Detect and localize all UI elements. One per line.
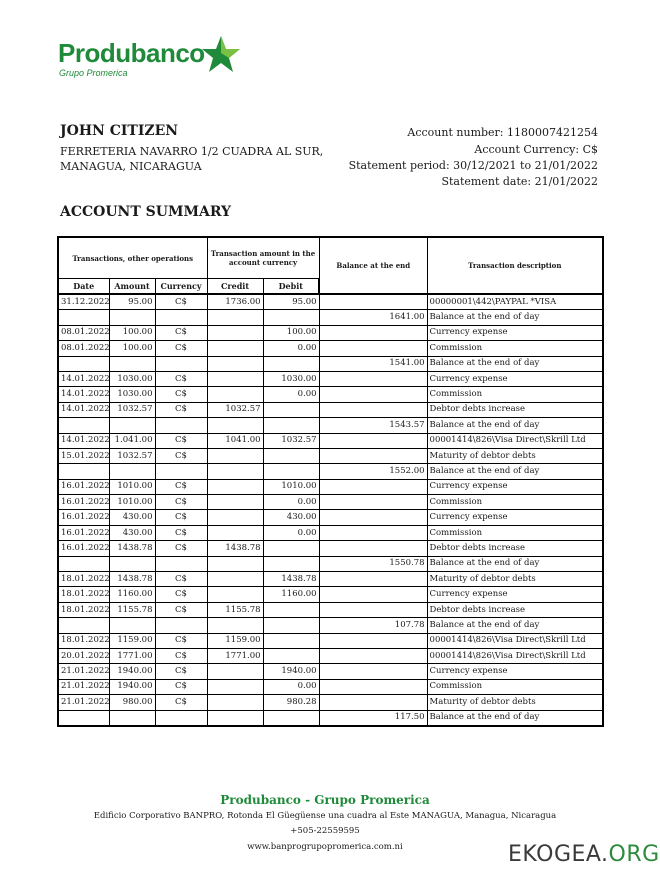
table-row bbox=[58, 479, 603, 494]
cell-balance: 1552.00 bbox=[319, 464, 427, 479]
cell-credit: 1771.00 bbox=[207, 648, 263, 663]
cell-balance bbox=[319, 387, 427, 402]
cell-amount: 980.00 bbox=[109, 695, 155, 710]
table-row bbox=[58, 602, 603, 617]
cell-balance: 117.50 bbox=[319, 710, 427, 726]
cell-debit: 1160.00 bbox=[263, 587, 319, 602]
cell-balance: 1541.00 bbox=[319, 356, 427, 371]
cell-currency: C$ bbox=[155, 371, 207, 386]
cell-balance bbox=[319, 602, 427, 617]
table-row bbox=[58, 572, 603, 587]
header-date: Date bbox=[58, 279, 109, 295]
cell-balance bbox=[319, 572, 427, 587]
table-row bbox=[58, 387, 603, 402]
cell-debit bbox=[263, 402, 319, 417]
cell-debit: 1438.78 bbox=[263, 572, 319, 587]
cell-description: Currency expense bbox=[427, 664, 603, 679]
transactions-table bbox=[57, 236, 604, 727]
cell-description: 00001414\826\Visa Direct\Skrill Ltd bbox=[427, 648, 603, 663]
cell-debit bbox=[263, 310, 319, 325]
table-row bbox=[58, 664, 603, 679]
cell-description: Debtor debts increase bbox=[427, 402, 603, 417]
cell-credit: 1438.78 bbox=[207, 541, 263, 556]
cell-date: 18.01.2022 bbox=[58, 572, 109, 587]
cell-description: Balance at the end of day bbox=[427, 710, 603, 726]
table-row bbox=[58, 587, 603, 602]
cell-credit bbox=[207, 495, 263, 510]
cell-credit: 1041.00 bbox=[207, 433, 263, 448]
cell-description: 00000001\442\PAYPAL *VISA bbox=[427, 294, 603, 310]
cell-description: Currency expense bbox=[427, 479, 603, 494]
footer-phone: +505-22559595 bbox=[290, 826, 360, 836]
cell-description: 00001414\826\Visa Direct\Skrill Ltd bbox=[427, 633, 603, 648]
cell-balance: 1543.57 bbox=[319, 418, 427, 433]
table-row bbox=[58, 679, 603, 694]
customer-address-line1: FERRETERIA NAVARRO 1/2 CUADRA AL SUR, bbox=[60, 145, 324, 158]
header-amount: Amount bbox=[109, 279, 155, 295]
cell-description: Currency expense bbox=[427, 371, 603, 386]
table-row bbox=[58, 510, 603, 525]
table-row bbox=[58, 541, 603, 556]
cell-date: 14.01.2022 bbox=[58, 371, 109, 386]
cell-description: Balance at the end of day bbox=[427, 418, 603, 433]
cell-currency bbox=[155, 618, 207, 633]
cell-balance bbox=[319, 679, 427, 694]
cell-balance bbox=[319, 325, 427, 340]
cell-date: 18.01.2022 bbox=[58, 602, 109, 617]
cell-currency bbox=[155, 710, 207, 726]
cell-debit: 0.00 bbox=[263, 341, 319, 356]
cell-debit: 95.00 bbox=[263, 294, 319, 310]
table-row bbox=[58, 495, 603, 510]
table-row bbox=[58, 294, 603, 310]
cell-credit bbox=[207, 479, 263, 494]
cell-description: Maturity of debtor debts bbox=[427, 695, 603, 710]
cell-description: Commission bbox=[427, 495, 603, 510]
cell-credit bbox=[207, 556, 263, 571]
cell-balance bbox=[319, 495, 427, 510]
cell-description: Debtor debts increase bbox=[427, 602, 603, 617]
cell-currency: C$ bbox=[155, 648, 207, 663]
cell-debit: 0.00 bbox=[263, 495, 319, 510]
cell-date bbox=[58, 356, 109, 371]
group-header-amount: Transaction amount in the account currency bbox=[207, 237, 319, 279]
cell-date: 18.01.2022 bbox=[58, 587, 109, 602]
cell-balance bbox=[319, 448, 427, 463]
table-row bbox=[58, 648, 603, 663]
footer-website[interactable]: www.banprogrupopromerica.com.ni bbox=[247, 842, 403, 852]
cell-currency: C$ bbox=[155, 602, 207, 617]
account-number: Account number: 1180007421254 bbox=[407, 126, 598, 139]
table-row bbox=[58, 633, 603, 648]
cell-amount: 1010.00 bbox=[109, 479, 155, 494]
cell-amount bbox=[109, 310, 155, 325]
cell-balance bbox=[319, 541, 427, 556]
bank-logo bbox=[58, 34, 248, 78]
table-row bbox=[58, 325, 603, 340]
cell-currency: C$ bbox=[155, 325, 207, 340]
cell-currency: C$ bbox=[155, 448, 207, 463]
account-currency: Account Currency: C$ bbox=[474, 143, 598, 156]
cell-description: Currency expense bbox=[427, 510, 603, 525]
cell-date: 21.01.2022 bbox=[58, 695, 109, 710]
cell-amount: 1030.00 bbox=[109, 387, 155, 402]
cell-credit: 1032.57 bbox=[207, 402, 263, 417]
cell-balance bbox=[319, 371, 427, 386]
cell-amount: 1155.78 bbox=[109, 602, 155, 617]
cell-description: Commission bbox=[427, 387, 603, 402]
cell-amount: 1940.00 bbox=[109, 679, 155, 694]
cell-description: Balance at the end of day bbox=[427, 464, 603, 479]
logo-wordmark: Produbanco bbox=[58, 38, 205, 68]
logo-subtitle: Grupo Promerica bbox=[59, 68, 128, 78]
cell-currency: C$ bbox=[155, 294, 207, 310]
table-row bbox=[58, 433, 603, 448]
cell-description: Balance at the end of day bbox=[427, 618, 603, 633]
customer-name: JOHN CITIZEN bbox=[60, 123, 179, 139]
cell-balance bbox=[319, 433, 427, 448]
cell-amount: 1010.00 bbox=[109, 495, 155, 510]
cell-currency: C$ bbox=[155, 387, 207, 402]
cell-balance bbox=[319, 402, 427, 417]
footer-address: Edificio Corporativo BANPRO, Rotonda El Güegüense una cuadra al Este MANAGUA, Managua, Nicaragua bbox=[93, 811, 557, 821]
table-row bbox=[58, 371, 603, 386]
watermark bbox=[508, 842, 660, 867]
cell-credit bbox=[207, 418, 263, 433]
cell-amount bbox=[109, 418, 155, 433]
account-summary-title: ACCOUNT SUMMARY bbox=[60, 204, 232, 220]
cell-currency: C$ bbox=[155, 587, 207, 602]
cell-date bbox=[58, 710, 109, 726]
cell-balance bbox=[319, 664, 427, 679]
cell-debit bbox=[263, 448, 319, 463]
cell-date: 16.01.2022 bbox=[58, 479, 109, 494]
cell-debit: 0.00 bbox=[263, 679, 319, 694]
cell-date: 08.01.2022 bbox=[58, 325, 109, 340]
cell-balance bbox=[319, 525, 427, 540]
cell-amount: 1160.00 bbox=[109, 587, 155, 602]
star-icon bbox=[200, 34, 242, 74]
cell-credit bbox=[207, 587, 263, 602]
cell-date: 14.01.2022 bbox=[58, 387, 109, 402]
cell-debit: 0.00 bbox=[263, 525, 319, 540]
cell-credit: 1155.78 bbox=[207, 602, 263, 617]
cell-amount: 95.00 bbox=[109, 294, 155, 310]
cell-debit bbox=[263, 464, 319, 479]
cell-amount: 1771.00 bbox=[109, 648, 155, 663]
cell-balance bbox=[319, 479, 427, 494]
table-row bbox=[58, 710, 603, 726]
table-row bbox=[58, 525, 603, 540]
cell-credit bbox=[207, 341, 263, 356]
cell-amount: 1159.00 bbox=[109, 633, 155, 648]
cell-amount bbox=[109, 556, 155, 571]
cell-date: 16.01.2022 bbox=[58, 495, 109, 510]
table-row bbox=[58, 402, 603, 417]
cell-description: Maturity of debtor debts bbox=[427, 572, 603, 587]
cell-balance bbox=[319, 341, 427, 356]
cell-currency: C$ bbox=[155, 572, 207, 587]
cell-debit bbox=[263, 556, 319, 571]
cell-currency: C$ bbox=[155, 633, 207, 648]
cell-debit bbox=[263, 710, 319, 726]
cell-currency bbox=[155, 356, 207, 371]
cell-credit bbox=[207, 525, 263, 540]
cell-date bbox=[58, 618, 109, 633]
cell-amount: 1.041.00 bbox=[109, 433, 155, 448]
cell-description: Balance at the end of day bbox=[427, 310, 603, 325]
table-row bbox=[58, 618, 603, 633]
table-row bbox=[58, 448, 603, 463]
cell-currency: C$ bbox=[155, 664, 207, 679]
cell-currency: C$ bbox=[155, 510, 207, 525]
cell-description: Currency expense bbox=[427, 587, 603, 602]
cell-amount: 100.00 bbox=[109, 325, 155, 340]
cell-date bbox=[58, 556, 109, 571]
cell-description: Maturity of debtor debts bbox=[427, 448, 603, 463]
header-description: Transaction description bbox=[427, 237, 603, 294]
statement-period: Statement period: 30/12/2021 to 21/01/2022 bbox=[348, 159, 598, 172]
cell-debit: 1010.00 bbox=[263, 479, 319, 494]
cell-date: 14.01.2022 bbox=[58, 402, 109, 417]
cell-debit: 1940.00 bbox=[263, 664, 319, 679]
table-row bbox=[58, 418, 603, 433]
cell-credit: 1159.00 bbox=[207, 633, 263, 648]
cell-description: Commission bbox=[427, 525, 603, 540]
cell-amount: 1438.78 bbox=[109, 541, 155, 556]
cell-balance: 107.78 bbox=[319, 618, 427, 633]
cell-description: Currency expense bbox=[427, 325, 603, 340]
cell-currency bbox=[155, 464, 207, 479]
cell-debit: 1032.57 bbox=[263, 433, 319, 448]
cell-currency: C$ bbox=[155, 525, 207, 540]
cell-credit bbox=[207, 356, 263, 371]
cell-debit: 100.00 bbox=[263, 325, 319, 340]
table-row bbox=[58, 341, 603, 356]
cell-currency: C$ bbox=[155, 479, 207, 494]
table-row bbox=[58, 464, 603, 479]
cell-date: 20.01.2022 bbox=[58, 648, 109, 663]
cell-currency: C$ bbox=[155, 679, 207, 694]
cell-credit bbox=[207, 387, 263, 402]
cell-description: Debtor debts increase bbox=[427, 541, 603, 556]
cell-debit bbox=[263, 618, 319, 633]
cell-date: 18.01.2022 bbox=[58, 633, 109, 648]
cell-credit bbox=[207, 710, 263, 726]
cell-debit bbox=[263, 648, 319, 663]
table-row bbox=[58, 310, 603, 325]
cell-debit bbox=[263, 541, 319, 556]
cell-debit: 430.00 bbox=[263, 510, 319, 525]
cell-description: Balance at the end of day bbox=[427, 356, 603, 371]
cell-currency: C$ bbox=[155, 495, 207, 510]
cell-amount bbox=[109, 356, 155, 371]
cell-date: 21.01.2022 bbox=[58, 679, 109, 694]
cell-date: 08.01.2022 bbox=[58, 341, 109, 356]
cell-credit bbox=[207, 618, 263, 633]
cell-amount: 430.00 bbox=[109, 525, 155, 540]
cell-amount: 1438.78 bbox=[109, 572, 155, 587]
cell-currency: C$ bbox=[155, 695, 207, 710]
cell-date: 31.12.2022 bbox=[58, 294, 109, 310]
cell-currency bbox=[155, 310, 207, 325]
cell-date: 16.01.2022 bbox=[58, 525, 109, 540]
cell-debit: 1030.00 bbox=[263, 371, 319, 386]
cell-currency: C$ bbox=[155, 402, 207, 417]
cell-description: Commission bbox=[427, 679, 603, 694]
cell-balance bbox=[319, 587, 427, 602]
cell-balance bbox=[319, 633, 427, 648]
footer-bank-name: Produbanco - Grupo Promerica bbox=[220, 793, 430, 807]
cell-description: Commission bbox=[427, 341, 603, 356]
cell-amount: 1940.00 bbox=[109, 664, 155, 679]
cell-debit: 980.28 bbox=[263, 695, 319, 710]
cell-date: 21.01.2022 bbox=[58, 664, 109, 679]
cell-debit bbox=[263, 633, 319, 648]
cell-date bbox=[58, 310, 109, 325]
cell-credit bbox=[207, 448, 263, 463]
cell-debit: 0.00 bbox=[263, 387, 319, 402]
watermark-text: EKOGEA. bbox=[508, 842, 609, 867]
cell-date bbox=[58, 464, 109, 479]
group-header-transactions: Transactions, other operations bbox=[58, 237, 207, 279]
cell-currency: C$ bbox=[155, 341, 207, 356]
cell-credit bbox=[207, 679, 263, 694]
cell-description: 00001414\826\Visa Direct\Skrill Ltd bbox=[427, 433, 603, 448]
cell-balance bbox=[319, 695, 427, 710]
cell-credit bbox=[207, 464, 263, 479]
cell-credit bbox=[207, 310, 263, 325]
cell-balance: 1641.00 bbox=[319, 310, 427, 325]
cell-amount: 430.00 bbox=[109, 510, 155, 525]
cell-amount bbox=[109, 710, 155, 726]
cell-amount: 1032.57 bbox=[109, 402, 155, 417]
header-credit: Credit bbox=[207, 279, 263, 295]
cell-currency bbox=[155, 556, 207, 571]
cell-debit bbox=[263, 418, 319, 433]
cell-amount: 1030.00 bbox=[109, 371, 155, 386]
cell-credit bbox=[207, 371, 263, 386]
cell-credit bbox=[207, 572, 263, 587]
cell-balance bbox=[319, 510, 427, 525]
header-balance: Balance at the end bbox=[319, 237, 427, 294]
cell-credit bbox=[207, 325, 263, 340]
cell-date: 16.01.2022 bbox=[58, 541, 109, 556]
cell-amount: 100.00 bbox=[109, 341, 155, 356]
table-row bbox=[58, 695, 603, 710]
cell-date bbox=[58, 418, 109, 433]
cell-amount bbox=[109, 464, 155, 479]
cell-credit: 1736.00 bbox=[207, 294, 263, 310]
cell-currency: C$ bbox=[155, 541, 207, 556]
cell-amount bbox=[109, 618, 155, 633]
cell-credit bbox=[207, 664, 263, 679]
cell-description: Balance at the end of day bbox=[427, 556, 603, 571]
cell-credit bbox=[207, 510, 263, 525]
header-debit: Debit bbox=[263, 279, 319, 295]
customer-address-line2: MANAGUA, NICARAGUA bbox=[60, 160, 202, 173]
statement-date: Statement date: 21/01/2022 bbox=[441, 175, 598, 188]
cell-balance: 1550.78 bbox=[319, 556, 427, 571]
cell-credit bbox=[207, 695, 263, 710]
table-row bbox=[58, 356, 603, 371]
table-row bbox=[58, 556, 603, 571]
cell-date: 16.01.2022 bbox=[58, 510, 109, 525]
cell-date: 14.01.2022 bbox=[58, 433, 109, 448]
cell-balance bbox=[319, 294, 427, 310]
cell-date: 15.01.2022 bbox=[58, 448, 109, 463]
header-currency: Currency bbox=[155, 279, 207, 295]
cell-currency: C$ bbox=[155, 433, 207, 448]
cell-currency bbox=[155, 418, 207, 433]
watermark-suffix: ORG bbox=[608, 842, 660, 867]
cell-debit bbox=[263, 356, 319, 371]
cell-balance bbox=[319, 648, 427, 663]
cell-amount: 1032.57 bbox=[109, 448, 155, 463]
cell-debit bbox=[263, 602, 319, 617]
